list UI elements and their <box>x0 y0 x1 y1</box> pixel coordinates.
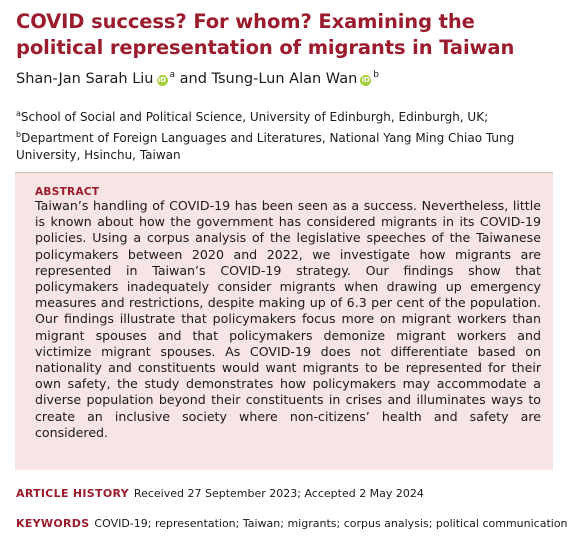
abstract-heading: ABSTRACT <box>35 186 100 198</box>
affiliation-mark: a <box>169 70 176 80</box>
keywords-label: KEYWORDS <box>16 517 90 530</box>
article-history-label: ARTICLE HISTORY <box>16 487 129 500</box>
affiliation-text: School of Social and Political Science, University of Edinburgh, Edinburgh, UK; <box>20 110 489 124</box>
affiliation-mark: b <box>373 70 380 80</box>
affiliations <box>16 105 561 164</box>
paper-title: COVID success? For whom? Examining the political representation of migrants in Taiwan <box>16 10 515 59</box>
abstract-box <box>15 172 553 470</box>
keywords <box>16 517 568 530</box>
affiliation-mark: a <box>16 109 21 118</box>
abstract-text: Taiwan’s handling of COVID-19 has been seen as a success. Nevertheless, little is known about how the government has considered migrants in its COVID-19 policies. Using a corpus analysis of the legislative speeches of the Taiwanese policymakers between 2020 and 2022, we investigate how migrants are represented in Taiwan’s COVID-19 strategy. Our findings show that policymakers inadequately consider migrants when drawing up emergency measures and restrictions, despite making up of 6.3 per cent of the population. Our findings illustrate that policymakers focus more on migrant workers than migrant spouses and that policymakers demonize migrant workers and victimize migrant spouses. As COVID-19 does not differentiate based on nationality and constituents would want migrants to be represented for their own safety, the study demonstrates how policymakers may accommodate a diverse population beyond their constituents in crises and illuminates ways to create an inclusive society where non-citizens’ health and safety are considered. <box>35 198 541 440</box>
author-line <box>16 70 379 87</box>
article-history <box>16 487 424 500</box>
orcid-icon[interactable]: iD <box>157 76 167 84</box>
keywords-text: COVID-19; representation; Taiwan; migrants; corpus analysis; political communication <box>94 517 568 530</box>
article-history-text: Received 27 September 2023; Accepted 2 May 2024 <box>133 487 424 500</box>
author-name[interactable]: Shan-Jan Sarah Liu <box>16 71 154 87</box>
affiliation-mark: b <box>16 130 22 139</box>
orcid-icon[interactable]: iD <box>361 76 370 84</box>
author-name[interactable]: Tsung-Lun Alan Wan <box>211 71 358 87</box>
author-conjunction: and <box>179 71 207 87</box>
affiliation-text: Department of Foreign Languages and Literatures, National Yang Ming Chiao Tung University, Hsinchu, Taiwan <box>16 131 515 162</box>
